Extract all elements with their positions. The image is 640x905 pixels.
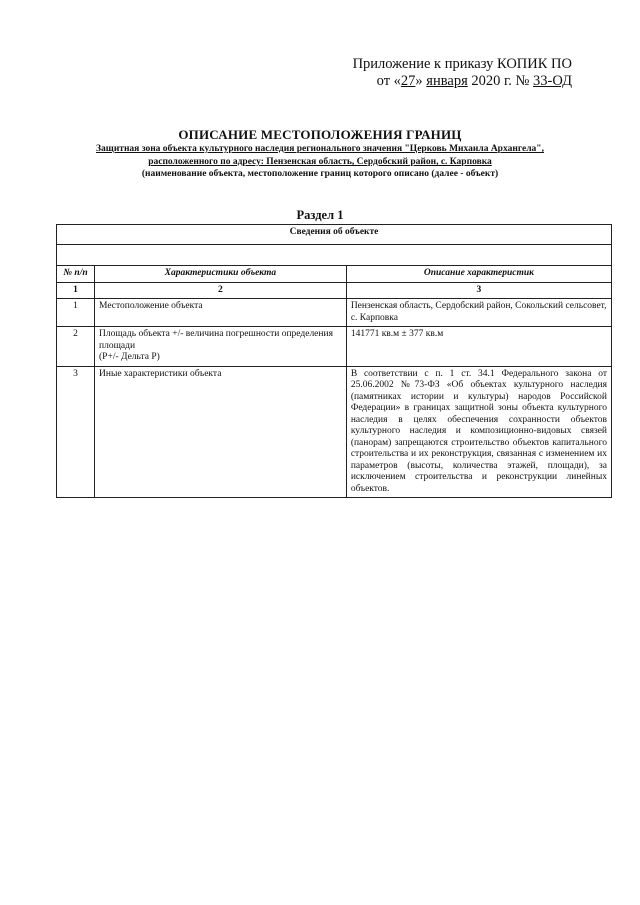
appendix-day: 27 — [400, 73, 416, 89]
row-description: Пензенская область, Сердобский район, Сокольский сельсовет, с. Карповка — [346, 299, 611, 327]
empty-cell — [57, 245, 612, 266]
col-number-2: 2 — [95, 282, 347, 299]
appendix-number: 33-ОД — [533, 73, 572, 89]
col-number-3: 3 — [346, 282, 611, 299]
title-block — [40, 127, 600, 180]
appendix-line2 — [353, 73, 572, 90]
object-note: (наименование объекта, местоположение границ которого описано (далее - объект) — [141, 169, 499, 179]
row-characteristic — [95, 327, 347, 367]
table-row — [57, 299, 612, 327]
row-num: 1 — [57, 299, 95, 327]
appendix-close-quote: » — [415, 73, 427, 89]
appendix-line1: Приложение к приказу КОПИК ПО — [352, 56, 572, 72]
header-description: Описание характеристик — [346, 266, 611, 283]
appendix-month: января — [426, 73, 468, 89]
section-title: Раздел 1 — [296, 208, 344, 222]
row-characteristic: Местоположение объекта — [95, 299, 347, 327]
row-description: В соответствии с п. 1 ст. 34.1 Федерального закона от 25.06.2002 №73-ФЗ «Об объектах культурного наследия (памятниках истории и культуры) народов Российской Федерации» в границах защитной зоны объекта культурного наследия в целях обеспечения сохранности объектов культурного наследия и композиционно-видовых связей (панорам) запрещаются строительство объектов капитального строительства и их реконструкция, связанная с изменением их параметров (высоты, количества этажей, площади), за исключением строительства и реконструкции линейных объектов. — [346, 366, 611, 498]
header-num: № п/п — [57, 266, 95, 283]
appendix-year: 2020 г. № — [467, 73, 534, 89]
header-characteristic: Характеристики объекта — [95, 266, 347, 283]
row-num: 2 — [57, 327, 95, 367]
appendix-from: от « — [376, 73, 401, 89]
table-header-row — [57, 266, 612, 283]
row-num: 3 — [57, 366, 95, 498]
appendix-header — [353, 56, 572, 90]
table-row — [57, 327, 612, 367]
object-info-table — [56, 224, 612, 498]
row-description: 141771 кв.м ± 377 кв.м — [346, 327, 611, 367]
document-title: ОПИСАНИЕ МЕСТОПОЛОЖЕНИЯ ГРАНИЦ — [178, 127, 462, 142]
row-characteristic: Иные характеристики объекта — [95, 366, 347, 498]
table-row — [57, 366, 612, 498]
row-characteristic-line2: (Р+/- Дельта Р) — [99, 352, 160, 362]
table-caption: Сведения об объекте — [57, 225, 612, 245]
table-caption-row — [57, 225, 612, 245]
object-name-line2: расположенного по адресу: Пензенская область, Сердобский район, с. Карповка — [148, 157, 492, 167]
row-characteristic-line1: Площадь объекта +/- величина погрешности определения площади — [99, 329, 333, 351]
object-name-line1: Защитная зона объекта культурного наследия регионального значения "Церковь Михаила Архангела", — [96, 144, 544, 154]
table-column-numbers-row — [57, 282, 612, 299]
col-number-1: 1 — [57, 282, 95, 299]
table-empty-row — [57, 245, 612, 266]
